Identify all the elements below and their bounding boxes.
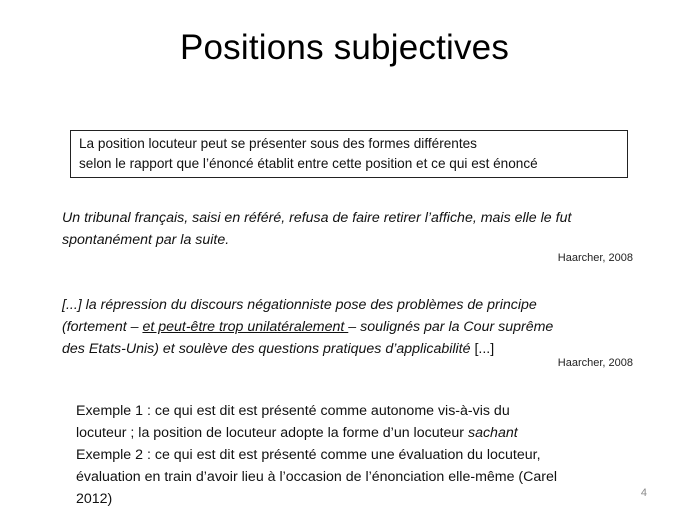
example-line-1: Exemple 1 : ce qui est dit est présenté comme autonome vis-à-vis du — [76, 403, 510, 419]
example-line-2-text: locuteur ; la position de locuteur adopte la forme d’un locuteur — [76, 425, 468, 441]
quote-1 — [62, 207, 571, 251]
quote-2-source: Haarcher, 2008 — [557, 357, 633, 369]
example-line-3: Exemple 2 : ce qui est dit est présenté comme une évaluation du locuteur, — [76, 447, 541, 463]
page-number: 4 — [640, 487, 647, 499]
quote-1-source: Haarcher, 2008 — [557, 252, 633, 264]
quote-2-ellipsis: [...] — [474, 341, 495, 357]
quote-2-line-2 — [62, 316, 553, 338]
quote-2 — [62, 294, 553, 360]
quote-1-line-2: spontanément par la suite. — [62, 232, 230, 248]
definition-line-2: selon le rapport que l’énoncé établit entre cette position et ce qui est énoncé — [79, 156, 538, 171]
quote-2-line-2-end: – soulignés par la Cour suprême — [348, 319, 554, 335]
example-line-4: évaluation en train d’avoir lieu à l’occasion de l’énonciation elle-même (Carel — [76, 469, 558, 485]
quote-2-line-3 — [62, 338, 553, 360]
example-line-5: 2012) — [76, 491, 113, 507]
examples-block — [76, 400, 557, 510]
definition-line-1: La position locuteur peut se présenter sous des formes différentes — [79, 136, 477, 151]
definition-box — [70, 130, 628, 178]
quote-2-line-1: [...] la répression du discours négationniste pose des problèmes de principe — [62, 297, 537, 313]
quote-2-line-3-text: des Etats-Unis) et soulève des questions pratiques d’applicabilité — [62, 341, 475, 357]
quote-1-line-1: Un tribunal français, saisi en référé, refusa de faire retirer l’affiche, mais elle le fut — [62, 210, 572, 226]
example-line-2 — [76, 422, 557, 444]
example-sachant: sachant — [467, 425, 518, 441]
slide-title: Positions subjectives — [179, 28, 510, 67]
quote-2-underlined-text: et peut-être trop unilatéralement — [142, 319, 349, 335]
quote-2-line-2-start: (fortement – — [62, 319, 143, 335]
